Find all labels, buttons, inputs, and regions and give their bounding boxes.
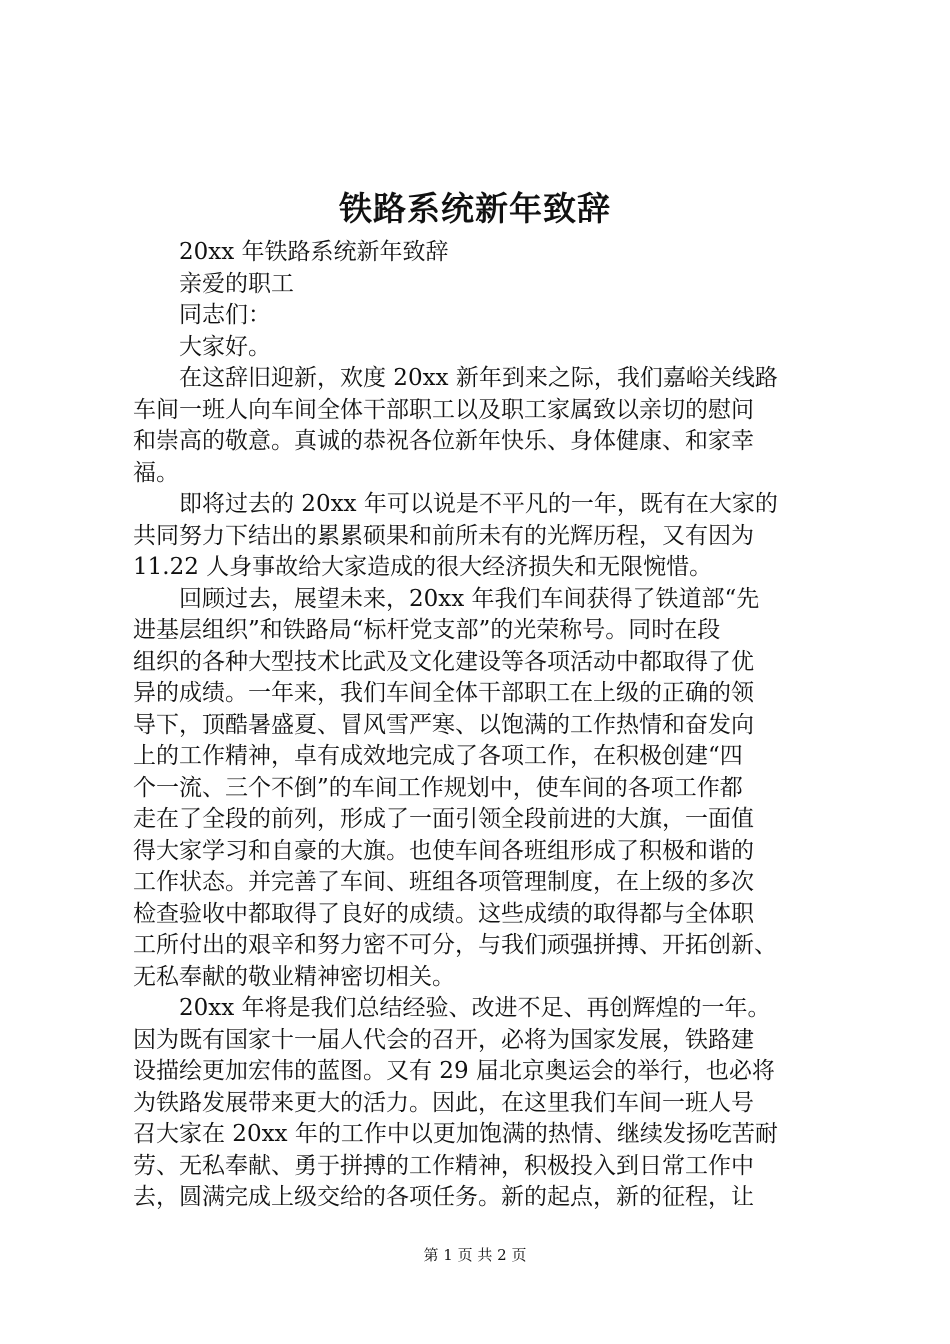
body-line: 无私奉献的敬业精神密切相关。 <box>133 963 455 990</box>
body-line: 导下，顶酷暑盛夏、冒风雪严寒、以饱满的工作热情和奋发向 <box>133 711 754 738</box>
body-line: 异的成绩。一年来，我们车间全体干部职工在上级的正确的领 <box>133 680 754 706</box>
body-line: 即将过去的 20xx 年可以说是不平凡的一年，既有在大家的 <box>179 491 778 517</box>
body-line: 20xx 年将是我们总结经验、改进不足、再创辉煌的一年。 <box>179 995 771 1021</box>
body-line: 福。 <box>133 459 179 486</box>
body-line: 在这辞旧迎新，欢度 20xx 新年到来之际，我们嘉峪关线路 <box>179 365 778 391</box>
body-line: 20xx 年铁路系统新年致辞 <box>179 239 449 265</box>
body-line: 走在了全段的前列，形成了一面引领全段前进的大旗，一面值 <box>133 806 754 832</box>
body-line: 和崇高的敬意。真诚的恭祝各位新年快乐、身体健康、和家幸 <box>133 428 754 454</box>
body-line: 上的工作精神，卓有成效地完成了各项工作，在积极创建“四 <box>133 743 743 769</box>
body-line: 召大家在 20xx 年的工作中以更加饱满的热情、继续发扬吃苦耐 <box>133 1121 778 1147</box>
document-title: 铁路系统新年致辞 <box>339 189 611 228</box>
body-line: 工作状态。并完善了车间、班组各项管理制度，在上级的多次 <box>133 869 754 895</box>
body-line: 检查验收中都取得了良好的成绩。这些成绩的取得都与全体职 <box>133 900 754 927</box>
body-line: 亲爱的职工 <box>179 270 294 297</box>
body-line: 因为既有国家十一届人代会的召开，必将为国家发展，铁路建 <box>133 1026 754 1053</box>
body-line: 组织的各种大型技术比武及文化建设等各项活动中都取得了优 <box>133 648 754 675</box>
body-line: 进基层组织”和铁路局“标杆党支部”的光荣称号。同时在段 <box>133 617 721 643</box>
body-line: 为铁路发展带来更大的活力。因此，在这里我们车间一班人号 <box>133 1089 754 1116</box>
body-line: 劳、无私奉献、勇于拼搏的工作精神，积极投入到日常工作中 <box>133 1152 754 1179</box>
body-line: 11.22 人身事故给大家造成的很大经济损失和无限惋惜。 <box>133 554 713 580</box>
body-line: 去，圆满完成上级交给的各项任务。新的起点，新的征程，让 <box>133 1184 754 1210</box>
body-line: 个一流、三个不倒”的车间工作规划中，使车间的各项工作都 <box>133 774 743 801</box>
body-line: 同志们： <box>179 302 271 328</box>
page-footer: 第 1 页 共 2 页 <box>423 1246 527 1264</box>
body-line: 大家好。 <box>179 333 271 360</box>
document-body <box>133 237 833 1214</box>
body-line: 工所付出的艰辛和努力密不可分，与我们顽强拼搏、开拓创新、 <box>133 932 777 958</box>
body-line: 共同努力下结出的累累硕果和前所未有的光辉历程，又有因为 <box>133 522 754 549</box>
body-line: 车间一班人向车间全体干部职工以及职工家属致以亲切的慰问 <box>133 396 754 423</box>
body-line: 回顾过去，展望未来，20xx 年我们车间获得了铁道部“先 <box>179 585 760 612</box>
body-line: 得大家学习和自豪的大旗。也使车间各班组形成了积极和谐的 <box>133 837 754 864</box>
body-line: 设描绘更加宏伟的蓝图。又有 29 届北京奥运会的举行，也必将 <box>133 1058 775 1084</box>
